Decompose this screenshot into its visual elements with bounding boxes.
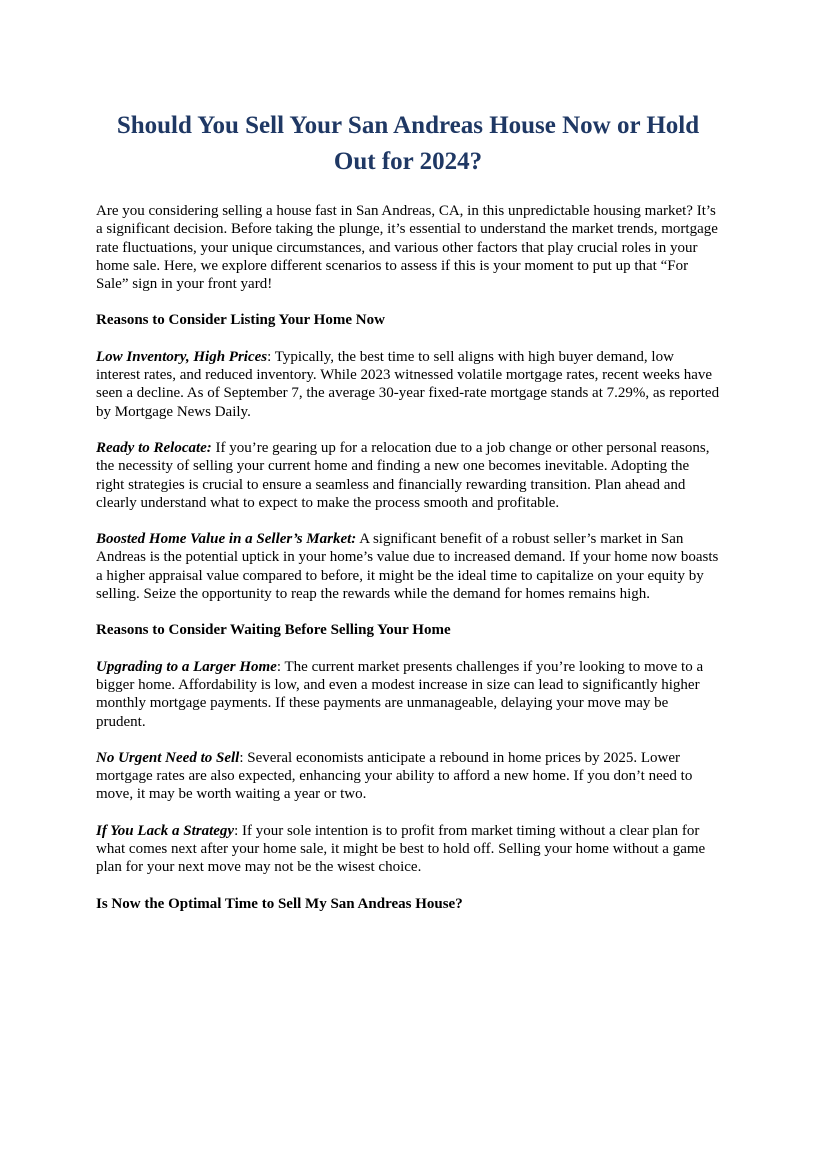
reason-text: If you’re gearing up for a relocation due to a job change or other personal reasons, the necessity of selling your current home and finding a new one becomes inevitable. Adopting the right strategies is crucial to ensure a seamless and financially rewarding transition. Plan ahead and clearly understand what to expect to make the process smooth and profitable. bbox=[96, 439, 710, 511]
reason-sep: : bbox=[239, 749, 244, 766]
page-title: Should You Sell Your San Andreas House Now or Hold Out for 2024? bbox=[116, 112, 700, 175]
section-heading-list-now: Reasons to Consider Listing Your Home Now bbox=[96, 312, 385, 329]
reason-lead: If You Lack a Strategy bbox=[96, 822, 235, 839]
reason-text: If your sole intention is to profit from market timing without a clear plan for what comes next after your home sale, it might be best to hold off. Selling your home without a game plan for your next move may not be the wisest choice. bbox=[96, 822, 706, 876]
reason-text: Typically, the best time to sell aligns with high buyer demand, low interest rates, and reduced inventory. While 2023 witnessed volatile mortgage rates, recent weeks have seen a decline. As of September 7, the average 30-year fixed-rate mortgage stands at 7.29%, as reported by Mortgage News Daily. bbox=[96, 348, 720, 420]
reason-sep: : bbox=[276, 658, 282, 675]
reason-text: A significant benefit of a robust seller’s market in San Andreas is the potential uptick in your home’s value due to increased demand. If your home now boasts a higher appraisal value compared to before, it might be the ideal time to capitalize on your equity by selling. Seize the opportunity to reap the rewards while the demand for homes remains high. bbox=[96, 531, 719, 603]
section-heading-waiting: Reasons to Consider Waiting Before Selling Your Home bbox=[96, 622, 451, 639]
reason-low-inventory bbox=[96, 348, 720, 421]
reason-text: The current market presents challenges if you’re looking to move to a bigger home. Affordability is low, and even a modest increase in size can lead to significantly higher monthly mortgage payments. If these payments are unmanageable, delaying your move may be prudent. bbox=[96, 658, 704, 730]
reason-text: Several economists anticipate a rebound in home prices by 2025. Lower mortgage rates are also expected, enhancing your ability to afford a new home. If you don’t need to move, it may be worth waiting a year or two. bbox=[96, 749, 693, 803]
reason-sep: : bbox=[234, 822, 239, 839]
reason-lead: No Urgent Need to Sell bbox=[96, 749, 240, 766]
intro-paragraph: Are you considering selling a house fast in San Andreas, CA, in this unpredictable housing market? It’s a significant decision. Before taking the plunge, it’s essential to understand the market trends, mortgage rate fluctuations, your unique circumstances, and various other factors that play crucial roles in your home sale. Here, we explore different scenarios to assess if this is your moment to put up that “For Sale” sign in your front yard! bbox=[96, 203, 718, 293]
reason-sep: : bbox=[267, 348, 272, 365]
reason-lead: Upgrading to a Larger Home bbox=[96, 658, 277, 675]
document-page bbox=[0, 108, 816, 1164]
reason-lead: Ready to Relocate: bbox=[96, 439, 212, 456]
reason-boosted-home-value bbox=[96, 530, 720, 603]
document-body bbox=[96, 202, 720, 913]
reason-upgrading bbox=[96, 658, 720, 731]
reason-no-urgent-need bbox=[96, 749, 720, 804]
reason-lead: Boosted Home Value in a Seller’s Market: bbox=[96, 531, 357, 548]
section-heading-optimal-time: Is Now the Optimal Time to Sell My San Andreas House? bbox=[96, 895, 463, 912]
reason-lack-strategy bbox=[96, 822, 720, 877]
reason-ready-to-relocate bbox=[96, 439, 720, 512]
reason-lead: Low Inventory, High Prices bbox=[96, 348, 268, 365]
